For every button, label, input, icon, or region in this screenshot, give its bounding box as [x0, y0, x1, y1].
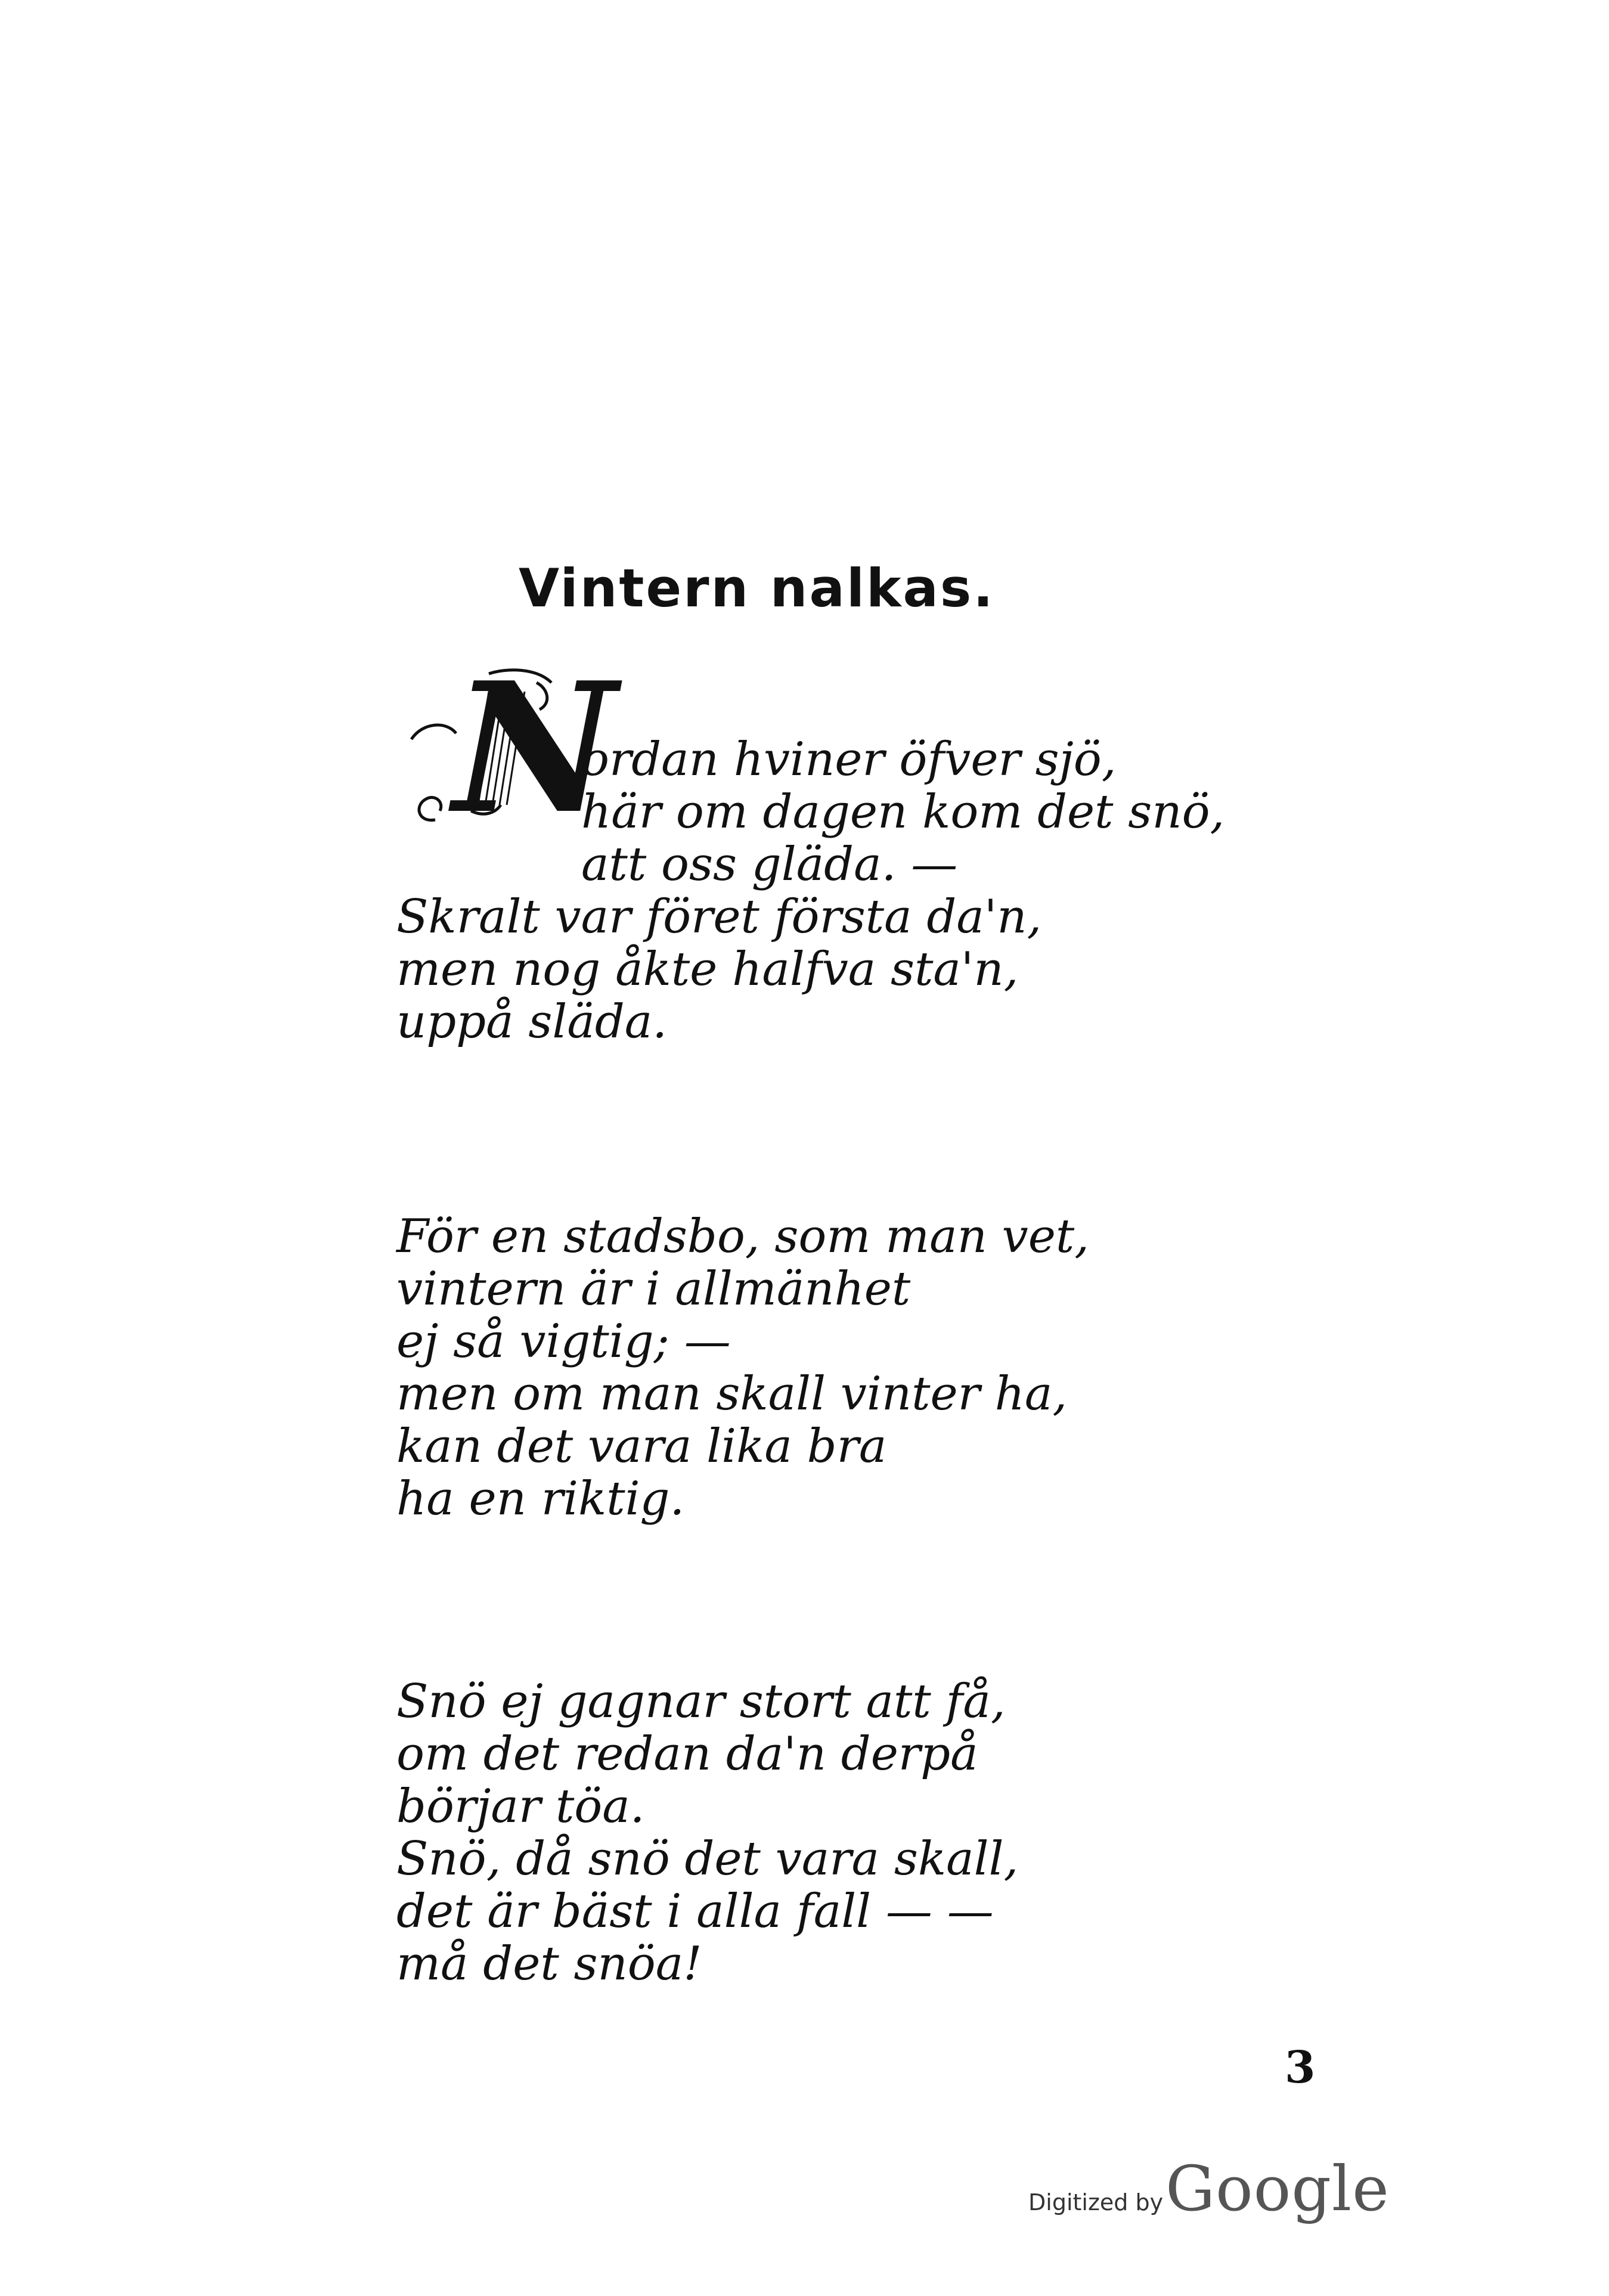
poem-line: För en stadsbo, som man vet, [396, 1210, 1090, 1263]
poem-line: kan det vara lika bra [396, 1420, 887, 1473]
stanza-2 [396, 1210, 1089, 1525]
poem-line: må det snöa! [396, 1937, 702, 1991]
poem-line: att oss gläda. — [581, 838, 958, 891]
page-number: 3 [1285, 2042, 1316, 2093]
poem-line: om det redan da'n derpå [396, 1727, 978, 1781]
poem-line: ha en riktig. [396, 1472, 685, 1526]
poem-title: Vintern nalkas. [519, 557, 995, 619]
stanza-3 [396, 1675, 1018, 1990]
poem-line: vintern är i allmänhet [396, 1262, 911, 1316]
poem-line: börjar töa. [396, 1780, 645, 1833]
poem-line: Snö ej gagnar stort att få, [396, 1675, 1006, 1728]
poem-line: det är bäst i alla fall — — [396, 1885, 994, 1938]
poem-line: ordan hviner öfver sjö, [581, 733, 1117, 786]
poem-line: men om man skall vinter ha, [396, 1367, 1068, 1421]
google-logo: Google [1165, 2152, 1390, 2225]
poem-line: Snö, då snö det vara skall, [396, 1832, 1019, 1886]
drop-cap-letter: N [453, 643, 617, 853]
poem-line: uppå släda. [396, 995, 668, 1049]
poem-line: Skralt var föret första da'n, [396, 890, 1042, 944]
digitized-by-footer [1028, 2152, 1390, 2225]
stanza-1 [396, 733, 1224, 1048]
poem-line: här om dagen kom det snö, [581, 785, 1225, 839]
poem-line: men nog åkte halfva sta'n, [396, 943, 1019, 996]
digitized-by-label: Digitized by [1028, 2189, 1164, 2216]
poem-line: ej så vigtig; — [396, 1315, 731, 1368]
